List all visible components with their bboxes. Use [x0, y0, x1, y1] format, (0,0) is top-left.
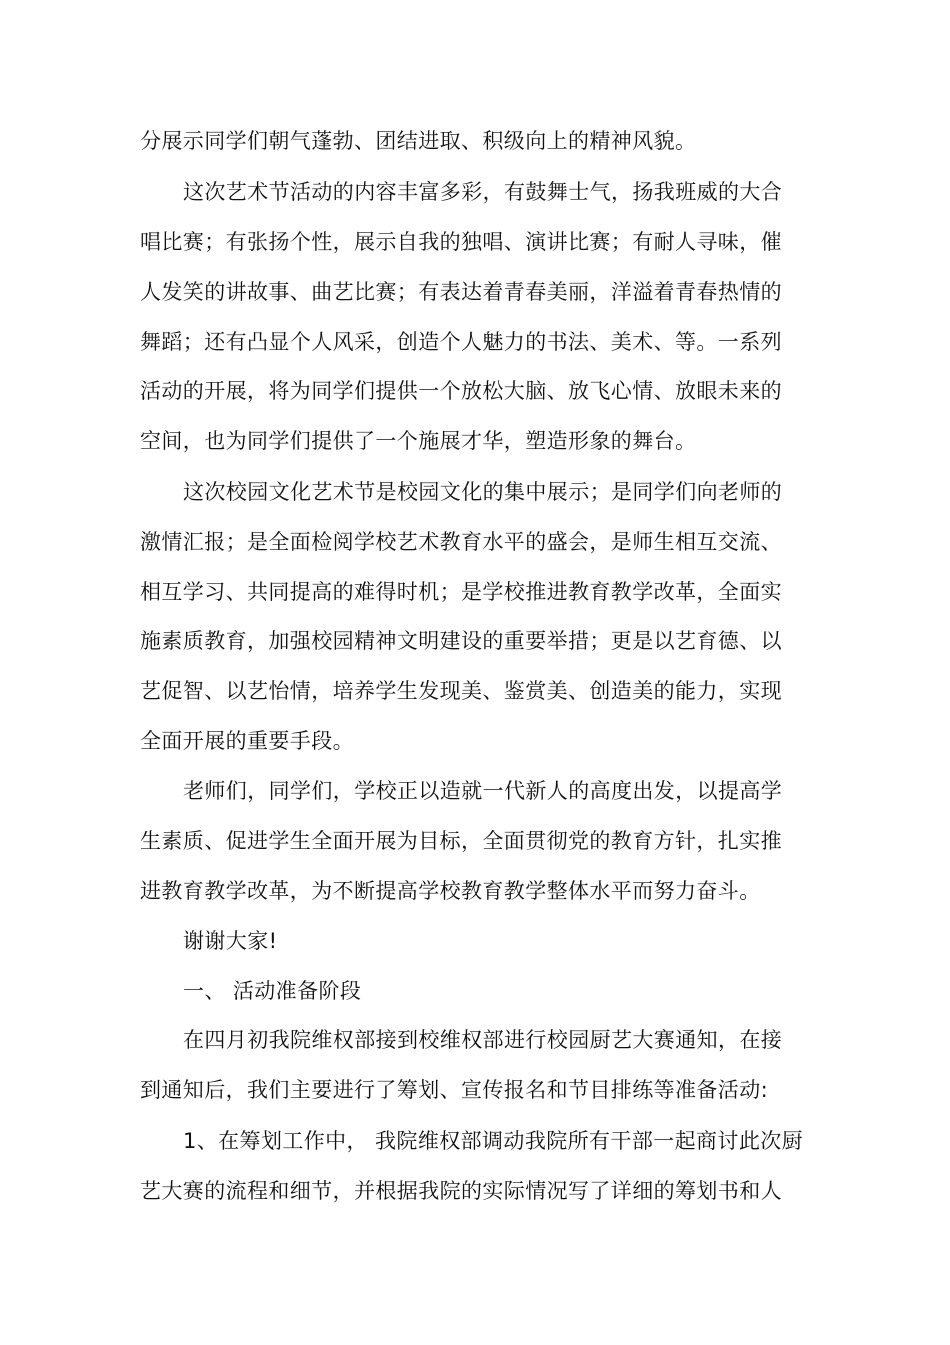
paragraph-start-line: 老师们，同学们，学校正以造就一代新人的高度出发，以提高学 [183, 779, 783, 803]
text-line: 艺促智、以艺怡情，培养学生发现美、鉴赏美、创造美的能力，实现 [140, 679, 782, 703]
paragraph-start-line: 这次校园文化艺术节是校园文化的集中展示；是同学们向老师的 [183, 480, 783, 504]
text-line: 艺大赛的流程和细节，并根据我院的实际情况写了详细的筹划书和人 [140, 1179, 782, 1203]
list-item-line: 1、在筹划工作中， 我院维权部调动我院所有干部一起商讨此次厨 [183, 1129, 804, 1153]
text-line: 人发笑的讲故事、曲艺比赛；有表达着青春美丽，洋溢着青春热情的 [140, 280, 782, 304]
text-line: 舞蹈；还有凸显个人风采，创造个人魅力的书法、美术、等。一系列 [140, 330, 782, 354]
text-line: 进教育教学改革，为不断提高学校教育教学整体水平而努力奋斗。 [140, 879, 761, 903]
closing-line: 谢谢大家! [183, 929, 278, 953]
text-line: 施素质教育，加强校园精神文明建设的重要举措；更是以艺育德、以 [140, 629, 782, 653]
text-line: 相互学习、共同提高的难得时机；是学校推进教育教学改革，全面实 [140, 580, 782, 604]
text-line: 生素质、促进学生全面开展为目标，全面贯彻党的教育方针，扎实推 [140, 829, 782, 853]
text-line: 空间，也为同学们提供了一个施展才华，塑造形象的舞台。 [140, 429, 697, 453]
text-line: 到通知后，我们主要进行了筹划、宣传报名和节目排练等准备活动: [140, 1078, 769, 1102]
text-line: 活动的开展，将为同学们提供一个放松大脑、放飞心情、放眼未来的 [140, 379, 782, 403]
paragraph-start-line: 这次艺术节活动的内容丰富多彩，有鼓舞士气，扬我班威的大合 [183, 180, 783, 204]
paragraph-start-line: 在四月初我院维权部接到校维权部进行校园厨艺大赛通知，在接 [183, 1028, 783, 1052]
text-line: 分展示同学们朝气蓬勃、团结进取、积级向上的精神风貌。 [140, 129, 697, 153]
text-line: 全面开展的重要手段。 [140, 729, 354, 753]
text-line: 激情汇报；是全面检阅学校艺术教育水平的盛会，是师生相互交流、 [140, 530, 782, 554]
text-line: 唱比赛；有张扬个性，展示自我的独唱、演讲比赛；有耐人寻味，催 [140, 230, 782, 254]
section-heading: 一、 活动准备阶段 [183, 979, 362, 1003]
